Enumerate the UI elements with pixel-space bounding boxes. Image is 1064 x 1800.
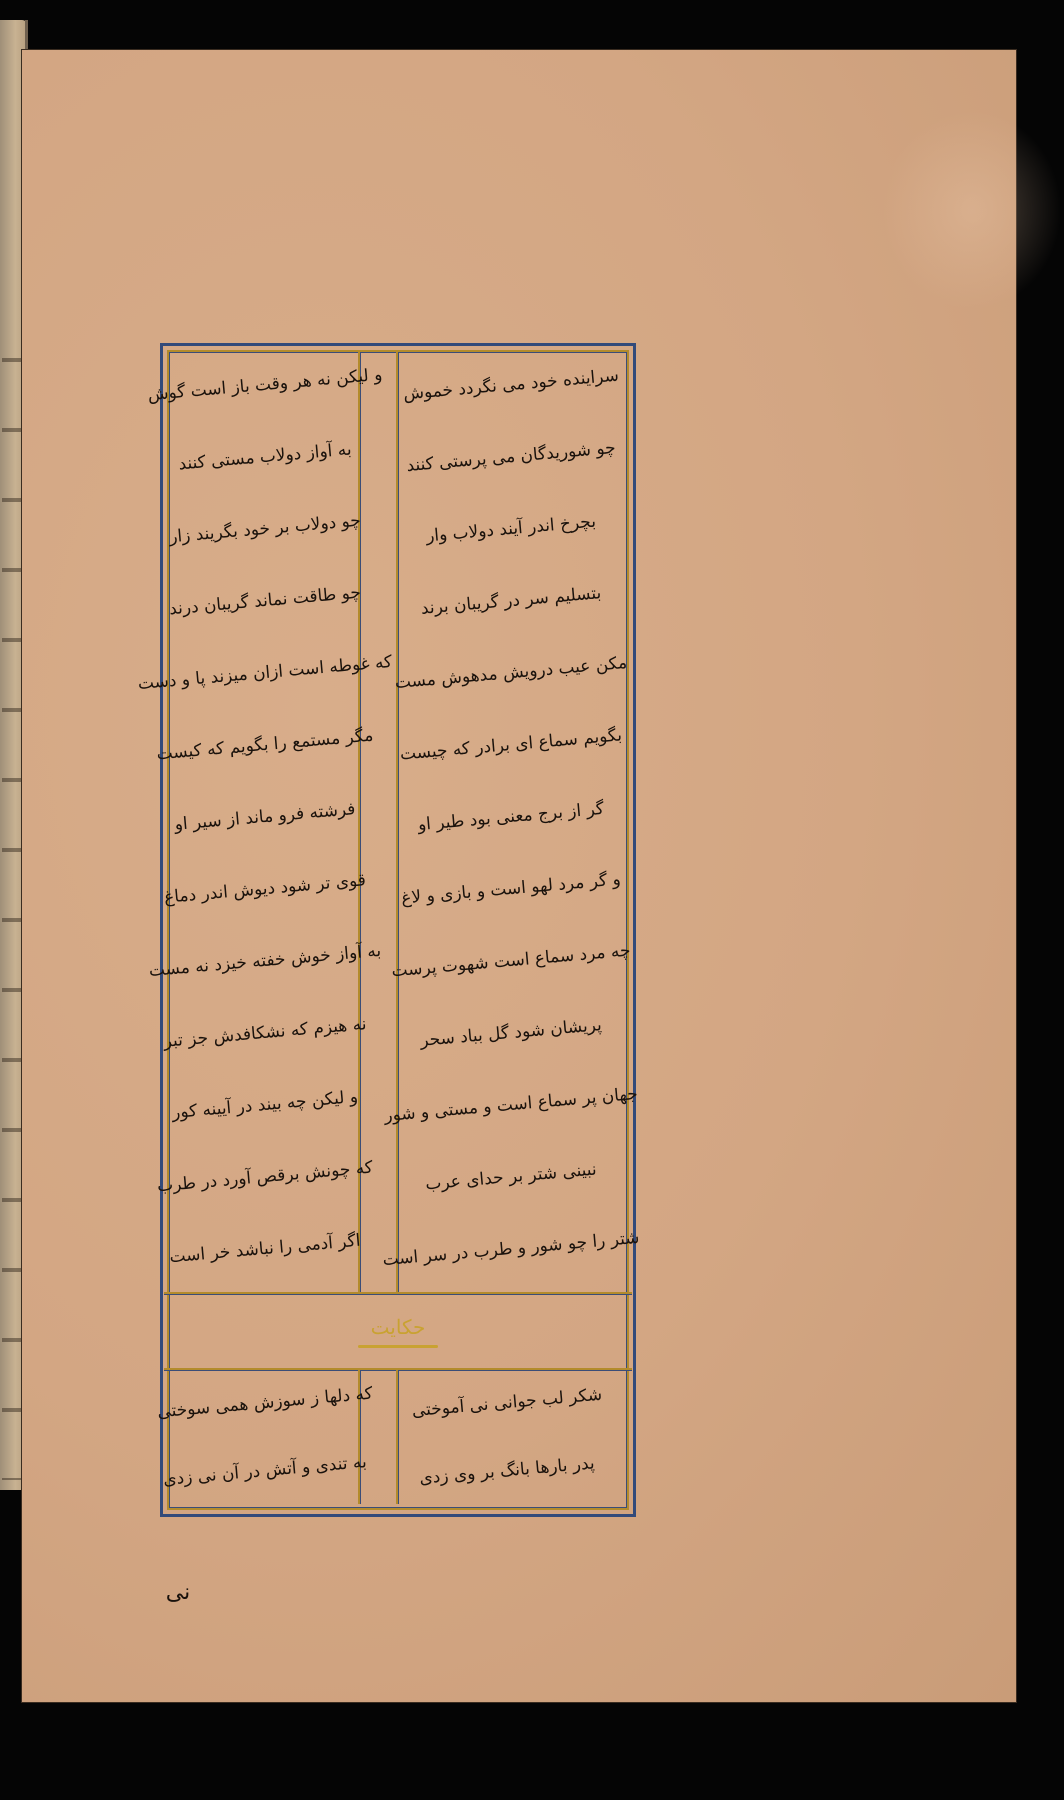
verse-left-12: که چونش برقص آورد در طرب — [156, 1157, 374, 1196]
verse-left-4: چو طاقت نماند گریبان درند — [168, 582, 362, 619]
verse-bottom-left-2: به تندی و آتش در آن نی زدی — [162, 1451, 368, 1490]
verse-right-8: و گر مرد لهو است و بازی و لاغ — [400, 868, 622, 909]
verse-right-2: چو شوریدگان می پرستی کنند — [405, 437, 617, 476]
verse-bottom-left-1: که دلها ز سوزش همی سوختی — [156, 1383, 374, 1422]
verse-right-6: بگویم سماع ای برادر که چیست — [399, 724, 623, 765]
verse-right-3: بچرخ اندر آیند دولاب وار — [425, 511, 597, 546]
verse-bottom-right-1: شکر لب جوانی نی آموختی — [411, 1384, 603, 1421]
verse-left-13: اگر آدمی را نباشد خر است — [168, 1230, 362, 1267]
verse-right-9: چه مرد سماع است شهوت پرست — [390, 940, 632, 981]
verse-right-5: مکن عیب درویش مدهوش مست — [394, 652, 628, 693]
verse-right-1: سراینده خود می نگردد خموش — [402, 365, 620, 404]
verse-right-12: نبینی شتر بر حدای عرب — [424, 1159, 598, 1194]
verse-right-10: پریشان شود گل بباد سحر — [419, 1014, 603, 1051]
heading-text: حکایت — [370, 1314, 426, 1339]
heading-flourish — [358, 1345, 438, 1348]
verse-left-2: به آواز دولاب مستی کنند — [177, 438, 353, 475]
section-heading — [164, 1294, 632, 1368]
verse-left-10: نه هیزم که نشکافدش جز تبر — [162, 1013, 368, 1052]
verse-left-11: و لیکن چه بیند در آیینه کور — [171, 1086, 359, 1123]
column-divider-right — [396, 352, 398, 1294]
verse-bottom-right-2: پدر بارها بانگ بر وی زدی — [418, 1452, 596, 1489]
catchword: نی — [165, 1579, 191, 1605]
verse-right-13: شتر را چو شور و طرب در سر است — [381, 1227, 641, 1270]
previous-leaf-text-marks — [2, 320, 22, 1480]
verse-left-8: قوی تر شود دیوش اندر دماغ — [163, 869, 367, 908]
verse-left-9: به آواز خوش خفته خیزد نه مست — [148, 940, 382, 981]
verse-right-11: جهان پر سماع است و مستی و شور — [383, 1083, 639, 1126]
verse-left-5: که غوطه است ازان میزند پا و دست — [137, 651, 393, 694]
paper-stain — [882, 110, 1062, 310]
verse-right-7: گر از برج معنی بود طیر او — [417, 798, 605, 835]
bottom-divider-right — [396, 1370, 398, 1504]
verse-left-1: و لیکن نه هر وقت باز است گوش — [146, 364, 384, 405]
verse-left-3: چو دولاب بر خود بگریند زار — [168, 510, 362, 547]
verse-right-4: بتسلیم سر در گریبان برند — [419, 582, 602, 619]
verse-left-6: مگر مستمع را بگویم که کیست — [155, 725, 375, 764]
verse-left-7: فرشته فرو ماند از سیر او — [173, 798, 357, 835]
manuscript-folio — [22, 50, 1016, 1702]
